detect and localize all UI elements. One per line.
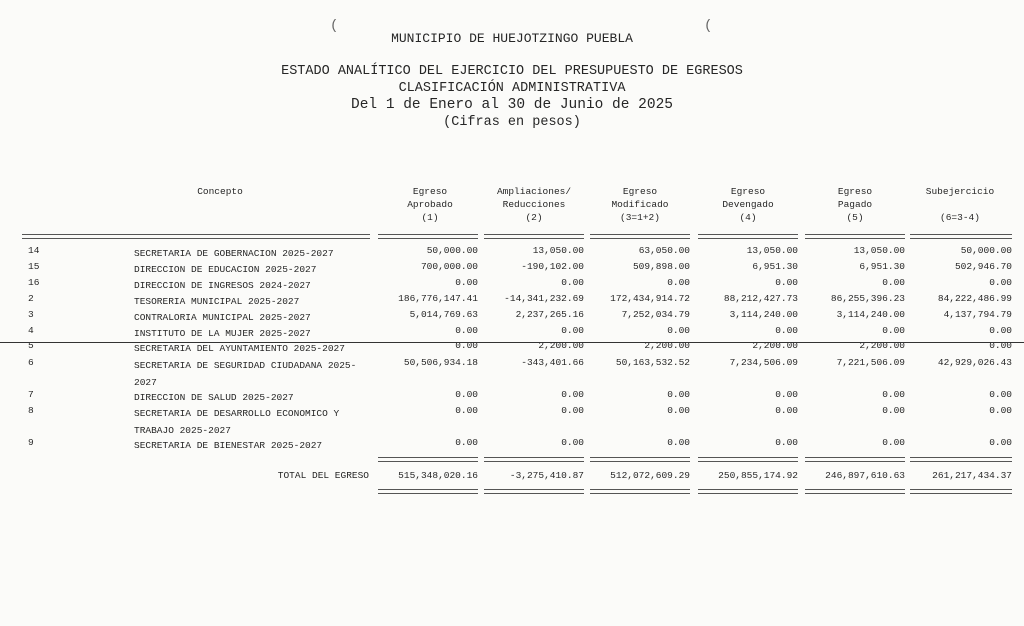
row-number: 9	[28, 437, 34, 448]
cell-adjustments: 2,237,265.16	[515, 309, 584, 320]
total-accrued: 250,855,174.92	[718, 470, 798, 481]
row-number: 14	[28, 245, 40, 256]
cell-approved: 50,000.00	[426, 245, 478, 256]
cell-paid: 0.00	[882, 325, 905, 336]
cell-accrued: 6,951.30	[752, 261, 798, 272]
cell-accrued: 7,234,506.09	[729, 357, 798, 368]
total-rule	[698, 457, 798, 462]
total-rule	[698, 489, 798, 494]
cell-modified: 0.00	[667, 437, 690, 448]
row-number: 7	[28, 389, 34, 400]
report-period: Del 1 de Enero al 30 de Junio de 2025	[351, 97, 673, 113]
cell-modified: 0.00	[667, 389, 690, 400]
cell-paid: 0.00	[882, 389, 905, 400]
cell-adjustments: 13,050.00	[532, 245, 584, 256]
cell-underspend: 0.00	[989, 437, 1012, 448]
cell-modified: 7,252,034.79	[621, 309, 690, 320]
cell-adjustments: 0.00	[561, 405, 584, 416]
scan-mark: (	[330, 18, 339, 34]
total-adjustments: -3,275,410.87	[509, 470, 584, 481]
total-label: TOTAL DEL EGRESO	[277, 470, 369, 481]
col-header-concept: Concepto	[197, 186, 243, 197]
cell-accrued: 0.00	[775, 405, 798, 416]
row-number: 4	[28, 325, 34, 336]
total-rule	[910, 457, 1012, 462]
entity-name: MUNICIPIO DE HUEJOTZINGO PUEBLA	[391, 31, 633, 46]
header-rule	[590, 234, 690, 239]
row-number: 15	[28, 261, 40, 272]
row-concept: SECRETARIA DEL AYUNTAMIENTO 2025-2027	[134, 343, 345, 354]
row-number: 8	[28, 405, 34, 416]
cell-adjustments: 0.00	[561, 389, 584, 400]
header-rule	[910, 234, 1012, 239]
total-rule	[805, 489, 905, 494]
col-header-paid: Egreso Pagado (5)	[837, 186, 873, 223]
cell-underspend: 0.00	[989, 277, 1012, 288]
scan-mark: (	[704, 18, 713, 34]
cell-adjustments: 2,200.00	[538, 340, 584, 351]
cell-adjustments: -190,102.00	[521, 261, 584, 272]
cell-underspend: 0.00	[989, 325, 1012, 336]
row-concept: INSTITUTO DE LA MUJER 2025-2027	[134, 328, 311, 339]
cell-adjustments: 0.00	[561, 325, 584, 336]
total-rule	[378, 489, 478, 494]
cell-accrued: 13,050.00	[746, 245, 798, 256]
cell-paid: 7,221,506.09	[836, 357, 905, 368]
cell-paid: 0.00	[882, 277, 905, 288]
cell-adjustments: 0.00	[561, 437, 584, 448]
cell-approved: 0.00	[455, 277, 478, 288]
row-concept: SECRETARIA DE BIENESTAR 2025-2027	[134, 440, 323, 451]
report-title: ESTADO ANALÍTICO DEL EJERCICIO DEL PRESUPUESTO DE EGRESOS	[281, 64, 743, 79]
col-header-underspend: Subejercicio (6=3-4)	[925, 186, 995, 223]
total-rule	[590, 489, 690, 494]
cell-paid: 0.00	[882, 405, 905, 416]
cell-underspend: 50,000.00	[960, 245, 1012, 256]
row-concept: SECRETARIA DE GOBERNACION 2025-2027	[134, 248, 334, 259]
header-rule	[22, 234, 370, 239]
cell-accrued: 2,200.00	[752, 340, 798, 351]
report-units: (Cifras en pesos)	[443, 115, 581, 130]
cell-paid: 3,114,240.00	[836, 309, 905, 320]
cell-underspend: 502,946.70	[954, 261, 1012, 272]
col-header-adjustments: Ampliaciones/ Reducciones (2)	[496, 186, 572, 223]
cell-adjustments: 0.00	[561, 277, 584, 288]
row-concept: CONTRALORIA MUNICIPAL 2025-2027	[134, 312, 311, 323]
total-rule	[378, 457, 478, 462]
cell-adjustments: -14,341,232.69	[504, 293, 584, 304]
cell-paid: 6,951.30	[859, 261, 905, 272]
col-header-modified: Egreso Modificado (3=1+2)	[611, 186, 669, 223]
header-rule	[378, 234, 478, 239]
report-subtitle: CLASIFICACIÓN ADMINISTRATIVA	[398, 81, 626, 96]
header-rule	[698, 234, 798, 239]
cell-approved: 700,000.00	[420, 261, 478, 272]
cell-adjustments: -343,401.66	[521, 357, 584, 368]
cell-paid: 0.00	[882, 437, 905, 448]
cell-paid: 86,255,396.23	[830, 293, 905, 304]
total-rule	[590, 457, 690, 462]
cell-accrued: 88,212,427.73	[723, 293, 798, 304]
cell-approved: 186,776,147.41	[398, 293, 478, 304]
row-number: 3	[28, 309, 34, 320]
row-number: 16	[28, 277, 40, 288]
cell-paid: 2,200.00	[859, 340, 905, 351]
cell-modified: 2,200.00	[644, 340, 690, 351]
cell-underspend: 84,222,486.99	[937, 293, 1012, 304]
cell-modified: 0.00	[667, 325, 690, 336]
cell-modified: 0.00	[667, 277, 690, 288]
cell-approved: 0.00	[455, 405, 478, 416]
strikethrough-line	[0, 342, 1024, 343]
total-approved: 515,348,020.16	[398, 470, 478, 481]
total-rule	[484, 457, 584, 462]
cell-modified: 172,434,914.72	[610, 293, 690, 304]
cell-approved: 0.00	[455, 325, 478, 336]
cell-approved: 0.00	[455, 340, 478, 351]
row-concept: SECRETARIA DE DESARROLLO ECONOMICO Y TRABAJO 2025-2027	[134, 408, 340, 436]
row-concept: DIRECCION DE EDUCACION 2025-2027	[134, 264, 317, 275]
cell-approved: 0.00	[455, 437, 478, 448]
cell-modified: 63,050.00	[638, 245, 690, 256]
row-concept: SECRETARIA DE SEGURIDAD CIUDADANA 2025-2027	[134, 360, 357, 388]
col-header-approved: Egreso Aprobado (1)	[407, 186, 453, 223]
cell-underspend: 0.00	[989, 405, 1012, 416]
col-header-accrued: Egreso Devengado (4)	[722, 186, 774, 223]
cell-accrued: 0.00	[775, 277, 798, 288]
row-concept: DIRECCION DE SALUD 2025-2027	[134, 392, 294, 403]
header-rule	[484, 234, 584, 239]
cell-underspend: 0.00	[989, 340, 1012, 351]
cell-approved: 0.00	[455, 389, 478, 400]
total-modified: 512,072,609.29	[610, 470, 690, 481]
cell-modified: 509,898.00	[632, 261, 690, 272]
cell-accrued: 0.00	[775, 325, 798, 336]
cell-underspend: 42,929,026.43	[937, 357, 1012, 368]
cell-underspend: 4,137,794.79	[943, 309, 1012, 320]
total-rule	[805, 457, 905, 462]
total-paid: 246,897,610.63	[825, 470, 905, 481]
total-underspend: 261,217,434.37	[932, 470, 1012, 481]
cell-accrued: 0.00	[775, 389, 798, 400]
cell-accrued: 3,114,240.00	[729, 309, 798, 320]
cell-paid: 13,050.00	[853, 245, 905, 256]
cell-approved: 5,014,769.63	[409, 309, 478, 320]
row-concept: DIRECCION DE INGRESOS 2024-2027	[134, 280, 311, 291]
cell-accrued: 0.00	[775, 437, 798, 448]
cell-modified: 0.00	[667, 405, 690, 416]
total-rule	[484, 489, 584, 494]
row-number: 5	[28, 340, 34, 351]
report-header	[0, 30, 1024, 131]
cell-underspend: 0.00	[989, 389, 1012, 400]
cell-modified: 50,163,532.52	[615, 357, 690, 368]
cell-approved: 50,506,934.18	[403, 357, 478, 368]
row-number: 2	[28, 293, 34, 304]
row-concept: TESORERIA MUNICIPAL 2025-2027	[134, 296, 300, 307]
row-number: 6	[28, 357, 34, 368]
total-rule	[910, 489, 1012, 494]
header-rule	[805, 234, 905, 239]
